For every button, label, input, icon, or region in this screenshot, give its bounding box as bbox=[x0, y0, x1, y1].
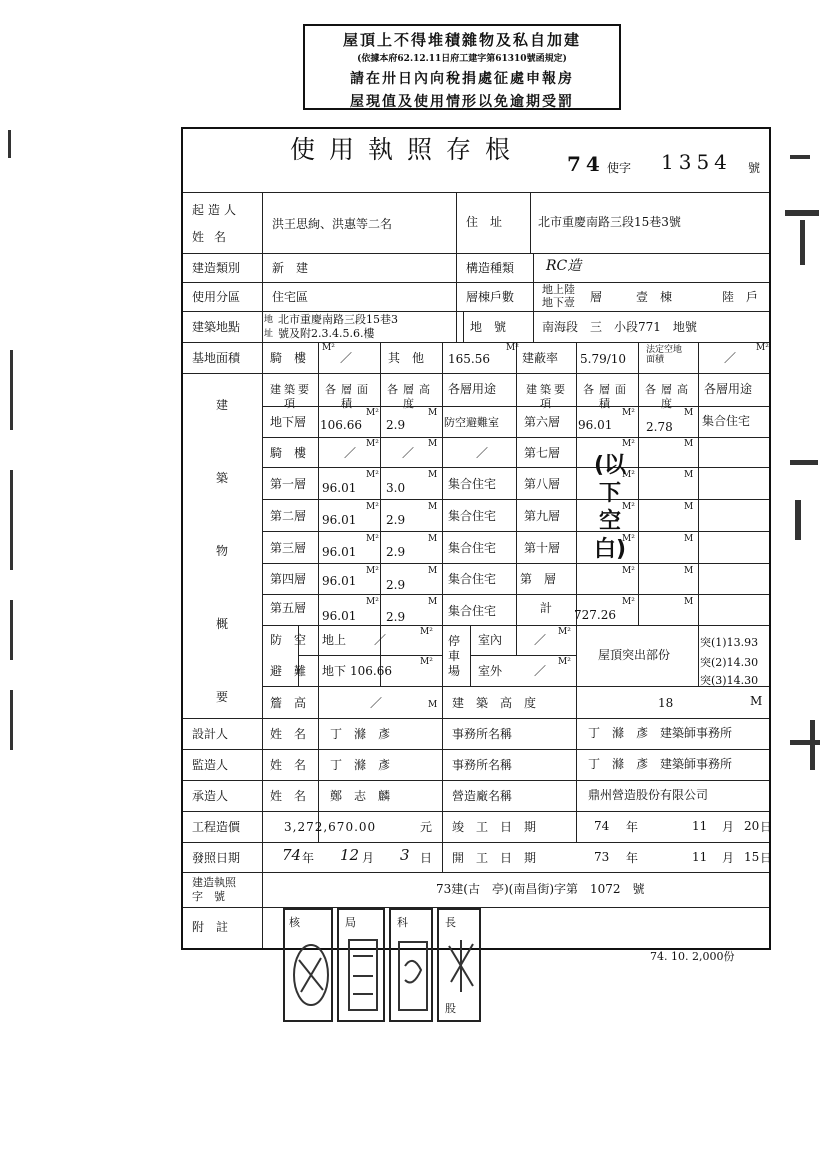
m-unit: M bbox=[428, 502, 438, 512]
scan-mark bbox=[10, 600, 13, 660]
notice-line-1: 屋頂上不得堆積雜物及私自加建 bbox=[342, 31, 581, 49]
scan-mark bbox=[10, 470, 13, 570]
scan-mark bbox=[785, 210, 819, 216]
issue-day: 3 bbox=[400, 846, 410, 864]
completion-day: 20 bbox=[744, 819, 760, 833]
floor-height: 2.9 bbox=[386, 578, 406, 592]
total-label: 計 bbox=[540, 601, 553, 615]
row-divider bbox=[263, 686, 769, 687]
col-divider bbox=[698, 342, 699, 625]
m2-unit: M² bbox=[420, 627, 433, 637]
m-unit: M bbox=[684, 408, 694, 418]
floor-name: 騎 樓 bbox=[270, 446, 307, 460]
floor-name: 第四層 bbox=[270, 572, 307, 586]
m2-unit: M² bbox=[558, 657, 571, 667]
floor-use: ／ bbox=[476, 446, 489, 460]
structure-label: 構造種類 bbox=[466, 261, 515, 275]
floor-name: 第九層 bbox=[524, 509, 561, 523]
floor-height: 2.9 bbox=[386, 545, 406, 559]
applicant-name: 洪王思絢、洪惠等二名 bbox=[272, 217, 393, 231]
m-unit: M bbox=[428, 470, 438, 480]
floors-hu: 陸 戶 bbox=[722, 290, 759, 304]
m-unit: M bbox=[428, 534, 438, 544]
other-value: 165.56 bbox=[448, 352, 490, 366]
floor-height: 2.78 bbox=[646, 420, 673, 434]
scan-mark bbox=[790, 155, 810, 159]
shelter-above-value: ／ bbox=[374, 633, 387, 647]
floor-area: 96.01 bbox=[322, 574, 357, 588]
build-type-value: 新 建 bbox=[272, 261, 309, 275]
col-divider bbox=[318, 342, 319, 718]
stamp-text: 核 bbox=[289, 916, 300, 929]
contractor-name: 鄭 志 麟 bbox=[330, 789, 391, 803]
row-divider bbox=[298, 655, 442, 656]
row-divider bbox=[183, 342, 769, 343]
completion-label: 竣 工 日 期 bbox=[452, 820, 537, 834]
header-use-right: 各層用途 bbox=[704, 382, 753, 396]
cost-label: 工程造價 bbox=[192, 820, 241, 834]
floor-use: 防空避難室 bbox=[444, 416, 499, 429]
bldg-label-char: 築 bbox=[216, 471, 229, 485]
permit-label-2: 字 號 bbox=[192, 890, 225, 903]
m2-unit: M² bbox=[322, 343, 335, 353]
m-unit: M bbox=[428, 700, 438, 710]
scan-mark bbox=[810, 720, 815, 770]
approval-stamp bbox=[437, 908, 481, 1022]
site-label: 建築地點 bbox=[192, 320, 241, 334]
m2-unit: M² bbox=[366, 597, 379, 607]
m-unit: M bbox=[428, 439, 438, 449]
supervisor-office-label: 事務所名稱 bbox=[452, 758, 513, 772]
floor-use: 集合住宅 bbox=[448, 477, 497, 491]
floors-dong: 壹 棟 bbox=[636, 290, 673, 304]
coverage-value: 5.79/10 bbox=[580, 352, 627, 366]
header-area: 各層面積 bbox=[325, 383, 373, 410]
contractor-office-label: 營造廠名稱 bbox=[452, 789, 513, 803]
lot-value: 南海段 三 小段771 地號 bbox=[542, 320, 697, 334]
m2-unit: M² bbox=[622, 439, 635, 449]
col-divider bbox=[262, 193, 263, 948]
col-divider bbox=[698, 625, 699, 686]
day-unit: 日 bbox=[760, 820, 773, 834]
floor-name: 第六層 bbox=[524, 415, 561, 429]
floor-area: 96.01 bbox=[322, 609, 357, 623]
stamp-seal-icon bbox=[343, 936, 383, 1016]
m2-unit: M² bbox=[366, 534, 379, 544]
scan-mark bbox=[10, 690, 13, 750]
floor-use: 集合住宅 bbox=[702, 414, 751, 428]
notice-line-2: (依據本府62.12.11日府工建字第61310號函規定) bbox=[357, 54, 567, 64]
building-height-value: 18 bbox=[658, 696, 674, 710]
row-divider bbox=[183, 718, 769, 719]
completion-month: 11 bbox=[692, 819, 708, 833]
issue-year: 74 bbox=[282, 846, 302, 864]
shelter-above-label: 地上 bbox=[322, 633, 347, 647]
col-divider bbox=[470, 625, 471, 686]
designer-office: 丁 滌 彥 建築師事務所 bbox=[588, 726, 733, 740]
floor-area: 96.01 bbox=[322, 481, 357, 495]
coverage-label: 建蔽率 bbox=[522, 351, 559, 365]
row-divider bbox=[183, 373, 769, 374]
header-item-right: 建築要項 bbox=[526, 383, 568, 410]
shelter-below-label: 地下 bbox=[322, 664, 347, 678]
parking-indoor-value: ／ bbox=[534, 633, 547, 647]
designer-name: 丁 滌 彥 bbox=[330, 727, 391, 741]
m-unit: M bbox=[684, 502, 694, 512]
parking-indoor-label: 室內 bbox=[478, 633, 503, 647]
day-unit: 日 bbox=[760, 851, 773, 865]
shelter-below-value: 106.66 bbox=[350, 664, 392, 678]
permit-number: 1354 bbox=[661, 150, 732, 174]
floor-name: 第一層 bbox=[270, 477, 307, 491]
floors-above: 地上陸 bbox=[542, 283, 575, 296]
m2-unit: M² bbox=[622, 408, 635, 418]
m-unit: M bbox=[684, 566, 694, 576]
note-label: 附 註 bbox=[192, 920, 229, 934]
m2-unit: M² bbox=[622, 597, 635, 607]
floor-name: 第五層 bbox=[270, 601, 307, 615]
col-divider bbox=[456, 253, 457, 342]
stamp-text: 局 bbox=[345, 916, 356, 929]
parking-outdoor-value: ／ bbox=[534, 664, 547, 678]
cost-value: 3,272,670.00 bbox=[284, 820, 377, 834]
supervisor-office: 丁 滌 彥 建築師事務所 bbox=[588, 757, 733, 771]
floor-name: 第 層 bbox=[520, 572, 557, 586]
form-title: 使用執照存根 bbox=[290, 135, 525, 164]
permit-zi: 使字 bbox=[607, 161, 632, 175]
shelter-label-2: 避 難 bbox=[270, 664, 307, 678]
designer-name-label: 姓 名 bbox=[270, 727, 307, 741]
m-unit: M bbox=[684, 534, 694, 544]
address-value: 北市重慶南路三段15巷3號 bbox=[538, 215, 681, 229]
zone-label: 使用分區 bbox=[192, 290, 241, 304]
contractor-role: 承造人 bbox=[192, 789, 229, 803]
floor-name: 第七層 bbox=[524, 446, 561, 460]
month-unit: 月 bbox=[722, 851, 735, 865]
qilou-label: 騎 樓 bbox=[270, 351, 307, 365]
notice-line-3: 請在卅日內向稅捐處征處申報房 bbox=[350, 71, 574, 87]
row-divider bbox=[183, 192, 769, 193]
row-divider bbox=[183, 842, 769, 843]
roof-notice-stamp bbox=[303, 24, 621, 110]
contractor-name-label: 姓 名 bbox=[270, 789, 307, 803]
row-divider bbox=[183, 311, 769, 312]
scan-mark bbox=[800, 220, 805, 265]
roof-projection-3: 突(3)14.30 bbox=[700, 674, 759, 687]
floor-name: 第二層 bbox=[270, 509, 307, 523]
m2-unit: M² bbox=[366, 470, 379, 480]
year-unit: 年 bbox=[626, 820, 639, 834]
qilou-value: ／ bbox=[340, 351, 353, 365]
col-divider bbox=[530, 193, 531, 253]
address-label: 住 址 bbox=[466, 215, 503, 229]
col-divider bbox=[456, 193, 457, 253]
contractor-office: 鼎州營造股份有限公司 bbox=[588, 788, 709, 802]
legal-open-space-value: ／ bbox=[724, 351, 737, 365]
stamp-seal-icon bbox=[443, 936, 479, 996]
floor-use: 集合住宅 bbox=[448, 572, 497, 586]
floor-name: 第三層 bbox=[270, 541, 307, 555]
m-unit: M bbox=[684, 439, 694, 449]
base-area-label: 基地面積 bbox=[192, 351, 241, 365]
issue-date-label: 發照日期 bbox=[192, 851, 241, 865]
m-unit: M bbox=[428, 597, 438, 607]
m2-unit: M² bbox=[622, 502, 635, 512]
row-divider bbox=[183, 282, 769, 283]
floor-height: 2.9 bbox=[386, 418, 406, 432]
row-divider bbox=[183, 780, 769, 781]
roof-projection-label: 屋頂突出部份 bbox=[598, 648, 671, 662]
m-unit: M bbox=[684, 597, 694, 607]
row-divider bbox=[183, 749, 769, 750]
floor-area: ／ bbox=[344, 446, 357, 460]
start-label: 開 工 日 期 bbox=[452, 851, 537, 865]
scan-mark bbox=[790, 740, 820, 745]
col-divider bbox=[463, 311, 464, 342]
floor-height: 3.0 bbox=[386, 481, 406, 495]
m-unit: M bbox=[428, 408, 438, 418]
lot-label: 地 號 bbox=[470, 320, 507, 334]
m-unit: M bbox=[750, 694, 763, 708]
floor-name: 地下層 bbox=[270, 415, 307, 429]
parking-label: 停車場 bbox=[448, 634, 461, 678]
floor-name: 第十層 bbox=[524, 541, 561, 555]
bldg-label-char: 要 bbox=[216, 690, 229, 704]
col-divider bbox=[516, 342, 517, 656]
m-unit: M bbox=[428, 566, 438, 576]
zone-value: 住宅區 bbox=[272, 290, 309, 304]
m2-unit: M² bbox=[366, 439, 379, 449]
day-unit: 日 bbox=[420, 851, 433, 865]
col-divider bbox=[576, 718, 577, 842]
start-month: 11 bbox=[692, 850, 708, 864]
site-address-2: 號及附2.3.4.5.6.樓 bbox=[278, 327, 375, 340]
year-unit: 年 bbox=[626, 851, 639, 865]
floor-use: 集合住宅 bbox=[448, 541, 497, 555]
col-divider bbox=[638, 342, 639, 625]
row-divider bbox=[183, 811, 769, 812]
floors-ceng: 層 bbox=[590, 290, 603, 304]
header-height: 各層高度 bbox=[387, 383, 435, 410]
issue-month: 12 bbox=[340, 846, 360, 864]
bldg-label-char: 概 bbox=[216, 617, 229, 631]
eave-label: 簷 高 bbox=[270, 696, 307, 710]
row-divider bbox=[183, 253, 769, 254]
month-unit: 月 bbox=[362, 851, 375, 865]
m2-unit: M² bbox=[366, 408, 379, 418]
site-tag-top: 地 bbox=[264, 315, 274, 325]
total-area: 727.26 bbox=[574, 608, 616, 622]
start-day: 15 bbox=[744, 850, 760, 864]
header-area-right: 各層面積 bbox=[583, 383, 631, 410]
permit-label-1: 建造執照 bbox=[192, 876, 236, 889]
header-height-right: 各層高度 bbox=[645, 383, 693, 410]
bldg-label-char: 建 bbox=[216, 398, 229, 412]
stamp-seal-icon bbox=[395, 936, 431, 1016]
legal-open-space-label: 法定空地面積 bbox=[646, 345, 683, 365]
m2-unit: M² bbox=[366, 566, 379, 576]
col-divider bbox=[442, 342, 443, 718]
supervisor-name-label: 姓 名 bbox=[270, 758, 307, 772]
floor-height: 2.9 bbox=[386, 513, 406, 527]
m2-unit: M² bbox=[622, 534, 635, 544]
row-divider bbox=[470, 655, 576, 656]
floor-area: 96.01 bbox=[322, 545, 357, 559]
stamp-text: 股 bbox=[445, 1002, 456, 1015]
roof-projection-2: 突(2)14.30 bbox=[700, 656, 759, 669]
notice-line-4: 屋現值及使用情形以免逾期受罰 bbox=[350, 94, 574, 110]
applicant-name-label: 姓名 bbox=[192, 230, 237, 244]
stamp-text: 長 bbox=[445, 916, 456, 929]
col-divider bbox=[576, 625, 577, 718]
floors-below: 地下壹 bbox=[542, 296, 575, 309]
col-divider bbox=[533, 253, 534, 342]
m2-unit: M² bbox=[622, 566, 635, 576]
m2-unit: M² bbox=[506, 343, 519, 353]
eave-value: ／ bbox=[370, 696, 383, 710]
floors-label: 層棟戶數 bbox=[466, 290, 515, 304]
print-run-note: 74. 10. 2,000份 bbox=[650, 950, 735, 963]
completion-year: 74 bbox=[594, 819, 610, 833]
scan-mark bbox=[795, 500, 801, 540]
year-unit: 年 bbox=[302, 851, 315, 865]
designer-office-label: 事務所名稱 bbox=[452, 727, 513, 741]
scan-mark bbox=[8, 130, 11, 158]
m2-unit: M² bbox=[420, 657, 433, 667]
applicant-label: 起造人 bbox=[192, 203, 241, 217]
roof-projection-1: 突(1)13.93 bbox=[700, 636, 759, 649]
handwritten-blank-note: (以下空白) bbox=[593, 453, 627, 562]
supervisor-name: 丁 滌 彥 bbox=[330, 758, 391, 772]
m2-unit: M² bbox=[558, 627, 571, 637]
permit-year: 74 bbox=[567, 152, 605, 176]
approval-stamp bbox=[283, 908, 333, 1022]
floor-use: 集合住宅 bbox=[448, 509, 497, 523]
supervisor-role: 監造人 bbox=[192, 758, 229, 772]
header-use: 各層用途 bbox=[448, 382, 497, 396]
permit-hao: 號 bbox=[748, 161, 761, 175]
stamp-seal-icon bbox=[291, 940, 331, 1010]
designer-role: 設計人 bbox=[192, 727, 229, 741]
floor-height: ／ bbox=[402, 446, 415, 460]
m2-unit: M² bbox=[756, 343, 769, 353]
row-divider bbox=[183, 872, 769, 873]
floor-use: 集合住宅 bbox=[448, 604, 497, 618]
m2-unit: M² bbox=[622, 470, 635, 480]
header-item: 建築要項 bbox=[270, 383, 312, 410]
m-unit: M bbox=[684, 470, 694, 480]
site-address-1: 北市重慶南路三段15巷3 bbox=[278, 313, 398, 326]
bldg-label-char: 物 bbox=[216, 544, 229, 558]
permit-value: 73建(古 亭)(南昌街)字第 1072 號 bbox=[436, 882, 645, 896]
scan-mark bbox=[790, 460, 818, 465]
floor-name: 第八層 bbox=[524, 477, 561, 491]
floor-area: 96.01 bbox=[322, 513, 357, 527]
site-tag-bottom: 址 bbox=[264, 329, 274, 339]
cost-unit: 元 bbox=[420, 820, 433, 834]
col-divider bbox=[442, 718, 443, 872]
m2-unit: M² bbox=[366, 502, 379, 512]
floor-area: 96.01 bbox=[578, 418, 613, 432]
month-unit: 月 bbox=[722, 820, 735, 834]
shelter-label-1: 防 空 bbox=[270, 633, 307, 647]
approval-stamp bbox=[337, 908, 385, 1022]
build-type-label: 建造類別 bbox=[192, 261, 241, 275]
parking-outdoor-label: 室外 bbox=[478, 664, 503, 678]
floor-height: 2.9 bbox=[386, 610, 406, 624]
building-height-label: 建 築 高 度 bbox=[452, 696, 537, 710]
stamp-text: 科 bbox=[397, 916, 408, 929]
floor-area: 106.66 bbox=[320, 418, 362, 432]
other-label: 其 他 bbox=[388, 351, 425, 365]
structure-value: RC造 bbox=[546, 258, 582, 274]
start-year: 73 bbox=[594, 850, 610, 864]
approval-stamp bbox=[389, 908, 433, 1022]
scan-mark bbox=[10, 350, 13, 430]
